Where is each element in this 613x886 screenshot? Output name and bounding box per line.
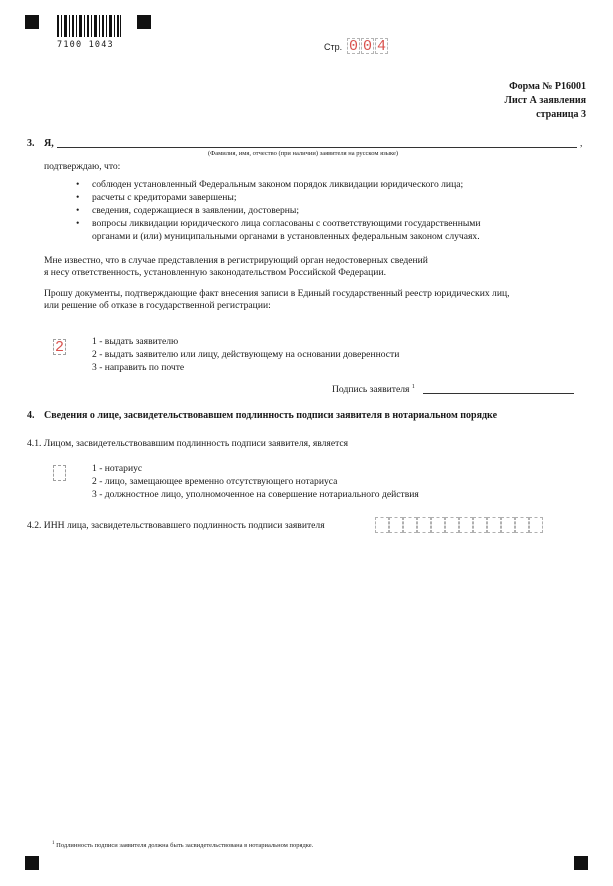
question-4-2: 4.2. ИНН лица, засвидетельствовавшего подлинность подписи заявителя	[27, 520, 325, 531]
list-item-text: соблюден установленный Федеральным законом порядок ликвидации юридического лица;	[92, 179, 464, 190]
bullet-icon: •	[76, 192, 80, 203]
form-header	[505, 80, 586, 122]
aware-line-2: я несу ответственность, установленную законодательством Российской Федерации.	[44, 267, 386, 278]
page-number-label: Стр.	[324, 42, 343, 52]
inn-digit-cell[interactable]	[515, 517, 529, 533]
list-item-text: сведения, содержащиеся в заявлении, достоверны;	[92, 205, 300, 216]
corner-marker-top-left	[25, 15, 39, 29]
signature-label	[332, 381, 415, 396]
certifier-option-1: 1 - нотариус	[92, 463, 143, 474]
inn-digit-cell[interactable]	[389, 517, 403, 533]
delivery-option-3: 3 - направить по почте	[92, 362, 185, 373]
inn-digit-cell[interactable]	[501, 517, 515, 533]
delivery-option-2: 2 - выдать заявителю или лицу, действующему на основании доверенности	[92, 349, 400, 360]
corner-marker-bottom-left	[25, 856, 39, 870]
bullet-icon: •	[76, 205, 80, 216]
certifier-option-3: 3 - должностное лицо, уполномоченное на совершение нотариального действия	[92, 489, 419, 500]
signature-label-text: Подпись заявителя	[332, 384, 410, 396]
form-number: Форма № Р16001	[509, 81, 586, 92]
ya-label: Я,	[44, 138, 54, 149]
bullet-icon: •	[76, 218, 80, 229]
name-field-comma: ,	[580, 138, 583, 149]
request-line-2: или решение об отказе в государственной регистрации:	[44, 300, 271, 311]
list-item	[76, 204, 506, 217]
applicant-name-field[interactable]	[57, 147, 577, 148]
inn-digit-cell[interactable]	[417, 517, 431, 533]
page-number-cells	[347, 38, 389, 54]
footnote-mark: 1	[52, 841, 55, 846]
inn-digit-cell[interactable]	[375, 517, 389, 533]
question-4-1: 4.1. Лицом, засвидетельствовавшим подлинность подписи заявителя, является	[27, 438, 349, 449]
barcode-number: 7100 1043	[57, 40, 114, 50]
delivery-option-1: 1 - выдать заявителю	[92, 336, 179, 347]
confirmation-list	[76, 178, 506, 243]
inn-digit-cell[interactable]	[473, 517, 487, 533]
footnote	[52, 841, 313, 849]
signature-footnote-mark: 1	[411, 384, 415, 390]
footnote-text: Подлинность подписи заявителя должна быть засвидетельствована в нотариальном порядке.	[56, 842, 314, 850]
page-digit-cell[interactable]: 4	[376, 38, 386, 55]
aware-line-1: Мне известно, что в случае представления в регистрирующий орган недостоверных сведений	[44, 255, 428, 266]
inn-digit-cell[interactable]	[459, 517, 473, 533]
sheet-label: Лист А заявления	[504, 95, 586, 106]
confirm-text: подтверждаю, что:	[44, 161, 121, 172]
inn-digit-cell[interactable]	[445, 517, 459, 533]
inn-digit-cell[interactable]	[403, 517, 417, 533]
list-item	[76, 191, 506, 204]
delivery-method-cell[interactable]: 2	[54, 339, 64, 356]
list-item-text: расчеты с кредиторами завершены;	[92, 192, 237, 203]
inn-digit-cell[interactable]	[487, 517, 501, 533]
name-field-caption: (Фамилия, имя, отчество (при наличии) заявителя на русском языке)	[208, 150, 399, 157]
certifier-option-2: 2 - лицо, замещающее временно отсутствующего нотариуса	[92, 476, 338, 487]
list-item-text: вопросы ликвидации юридического лица согласованы с соответствующими государственными органами и (или) муниципальными органами в установленных федеральным законом случаях.	[92, 218, 481, 242]
section-3-number: 3.	[27, 138, 35, 149]
list-item	[76, 217, 506, 243]
inn-digit-cell[interactable]	[431, 517, 445, 533]
page-digit-cell[interactable]: 0	[348, 38, 358, 55]
section-4-title: Сведения о лице, засвидетельствовавшем подлинность подписи заявителя в нотариальном порядке	[44, 410, 498, 421]
section-4-number: 4.	[27, 410, 35, 421]
inn-digit-cell[interactable]	[529, 517, 543, 533]
list-item	[76, 178, 506, 191]
inn-field[interactable]	[375, 517, 543, 533]
barcode	[57, 15, 121, 37]
corner-marker-top-right	[137, 15, 151, 29]
request-line-1: Прошу документы, подтверждающие факт внесения записи в Единый государственный реестр юридических лиц,	[44, 288, 510, 299]
sheet-page-label: страница 3	[536, 109, 586, 120]
certifier-type-cell[interactable]	[53, 465, 66, 481]
signature-field[interactable]	[423, 393, 574, 394]
page-digit-cell[interactable]: 0	[362, 38, 372, 55]
corner-marker-bottom-right	[574, 856, 588, 870]
bullet-icon: •	[76, 179, 80, 190]
